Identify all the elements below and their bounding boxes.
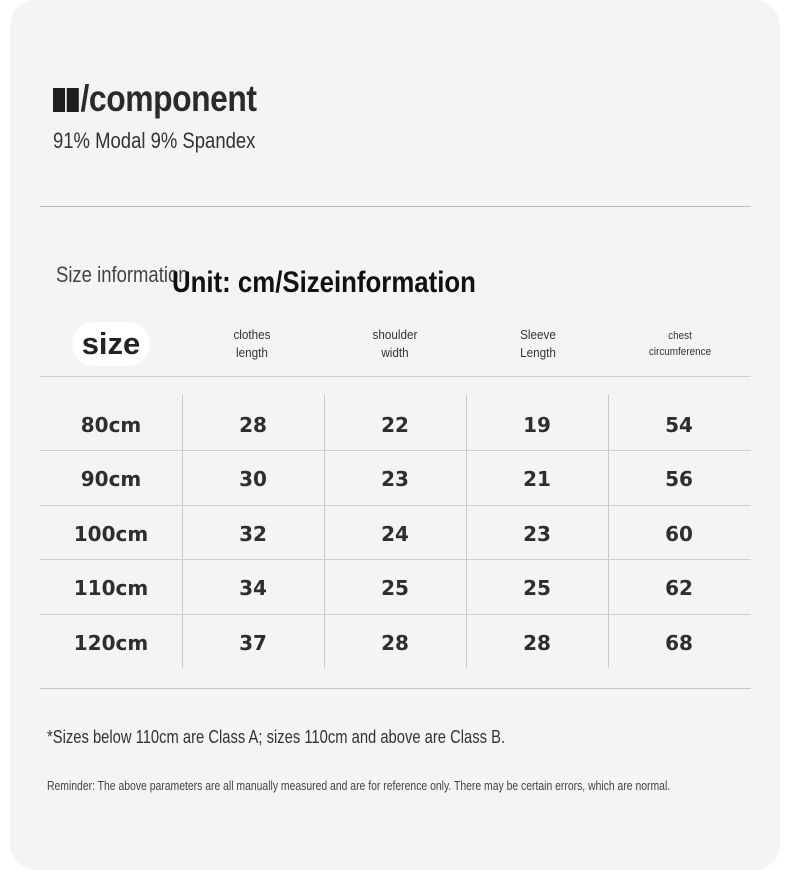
table-row [40, 615, 751, 669]
missing-glyph-icon [67, 88, 79, 112]
chest-cell: 62 [665, 576, 693, 600]
header-line: shoulder [372, 327, 418, 342]
chest-cell: 54 [665, 413, 693, 437]
table-row [40, 397, 751, 451]
header-line: width [381, 345, 409, 360]
table-row [40, 451, 751, 505]
clothes-length-cell: 32 [239, 522, 267, 546]
header-clothes-length [188, 326, 316, 362]
sleeve-length-cell: 19 [523, 413, 551, 437]
table-header-divider [40, 376, 751, 377]
header-line: Sleeve [520, 327, 556, 342]
clothes-length-cell: 37 [239, 631, 267, 655]
clothes-length-cell: 28 [239, 413, 267, 437]
missing-glyph-icon [53, 88, 65, 112]
size-cell: 80cm [80, 413, 142, 437]
header-line: chest [668, 330, 692, 342]
class-note: *Sizes below 110cm are Class A; sizes 110cm and above are Class B. [47, 727, 506, 747]
shoulder-width-cell: 22 [381, 413, 409, 437]
section-divider [40, 206, 751, 207]
table-row [40, 506, 751, 560]
table-row [40, 560, 751, 614]
header-line: clothes [233, 327, 271, 342]
measurement-reminder: Reminder: The above parameters are all manually measured and are for reference only. There may be certain errors, which are normal. [47, 778, 671, 793]
material-composition: 91% Modal 9% Spandex [53, 128, 256, 153]
table-bottom-divider [40, 688, 751, 689]
size-chart-card [10, 0, 780, 870]
header-size: size [72, 322, 150, 366]
size-cell: 90cm [80, 467, 142, 491]
component-title [53, 78, 257, 120]
sleeve-length-cell: 28 [523, 631, 551, 655]
shoulder-width-cell: 25 [381, 576, 409, 600]
header-line: length [236, 345, 268, 360]
size-cell: 120cm [73, 631, 149, 655]
sleeve-length-cell: 21 [523, 467, 551, 491]
header-line: Length [520, 345, 556, 360]
sleeve-length-cell: 23 [523, 522, 551, 546]
chest-cell: 68 [665, 631, 693, 655]
unit-label: Unit: cm/Sizeinformation [172, 266, 476, 299]
clothes-length-cell: 34 [239, 576, 267, 600]
clothes-length-cell: 30 [239, 467, 267, 491]
sleeve-length-cell: 25 [523, 576, 551, 600]
size-cell: 100cm [73, 522, 149, 546]
size-cell: 110cm [73, 576, 149, 600]
chest-cell: 56 [665, 467, 693, 491]
shoulder-width-cell: 28 [381, 631, 409, 655]
shoulder-width-cell: 24 [381, 522, 409, 546]
size-information-label: Size information [56, 262, 189, 287]
component-title-text: /component [80, 78, 257, 119]
header-shoulder-width [331, 326, 459, 362]
chest-cell: 60 [665, 522, 693, 546]
shoulder-width-cell: 23 [381, 467, 409, 491]
header-line: circumference [648, 346, 712, 358]
header-sleeve-length [474, 326, 602, 362]
header-chest-circumference [616, 328, 744, 360]
